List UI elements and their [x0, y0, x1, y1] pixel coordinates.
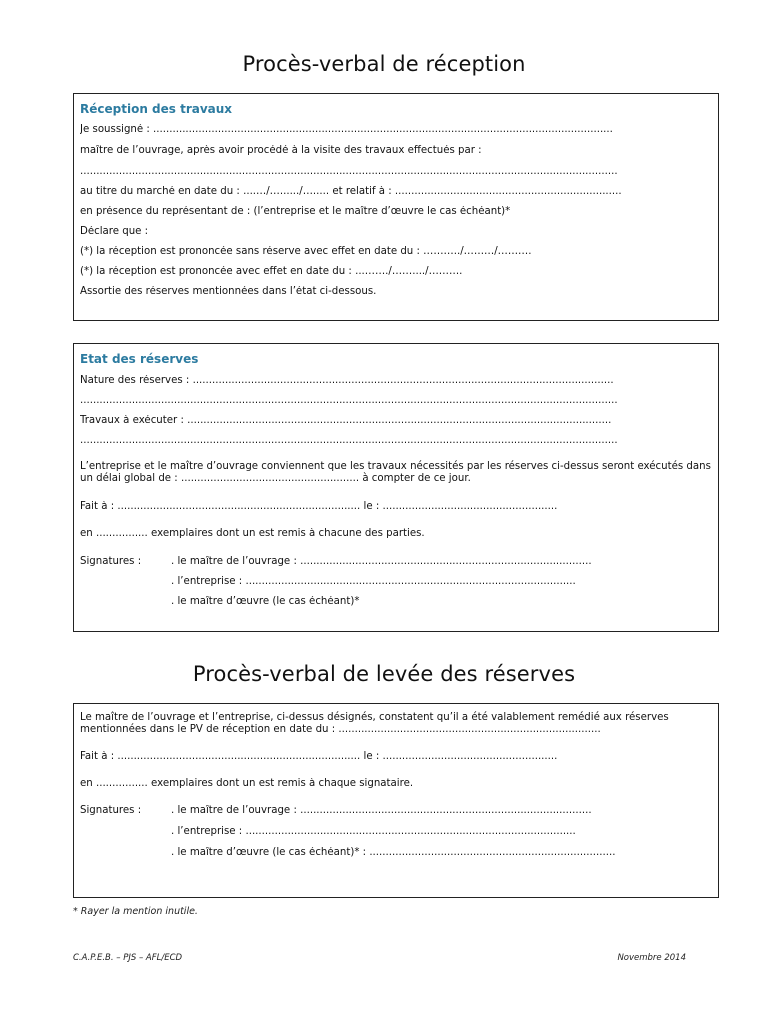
dotted-line: ...................................................................................................................................................................... — [80, 395, 618, 406]
travaux-line: Travaux à exécuter : ................................................................................................................................... — [80, 415, 612, 426]
exemplaires-line: en ................ exemplaires dont un est remis à chacune des parties. — [80, 528, 425, 539]
page-title-reception: Procès-verbal de réception — [242, 52, 526, 76]
fait-a-line: Fait à : ........................................................................... le : ...................................................... — [80, 751, 558, 762]
presence-line: en présence du représentant de : (l’entreprise et le maître d’œuvre le cas échéant)* — [80, 206, 511, 217]
titre-marche-line: au titre du marché en date du : ....…/…....../…..... et relatif à : ...................................................................... — [80, 186, 622, 197]
footer-right: Novembre 2014 — [617, 953, 686, 963]
nature-line: Nature des réserves : .................................................................................................................................. — [80, 375, 614, 386]
maitre-visite-line: maître de l’ouvrage, après avoir procédé à la visite des travaux effectués par : — [80, 145, 482, 156]
reserves-box — [73, 343, 719, 632]
reception-heading: Réception des travaux — [80, 102, 233, 116]
sig-maitre-ouvrage: . le maître de l’ouvrage : .......................................................................................... — [171, 556, 592, 567]
sig-entreprise: . l’entreprise : ...................................................................................................... — [171, 576, 576, 587]
levee-box — [73, 703, 719, 898]
convention-paragraph: L’entreprise et le maître d’ouvrage conviennent que les travaux nécessités par les réserves ci-dessus seront exécutés dans un délai global de : ....................................................... à compter de ce jour. — [80, 461, 711, 484]
sig-entreprise: . l’entreprise : ...................................................................................................... — [171, 826, 576, 837]
sans-reserve-line: (*) la réception est prononcée sans réserve avec effet en date du : ………../………/………. — [80, 246, 532, 257]
dotted-line: ...................................................................................................................................................................... — [80, 435, 618, 446]
dotted-line: ...................................................................................................................................................................... — [80, 166, 618, 177]
reserves-heading: Etat des réserves — [80, 352, 199, 366]
signatures-label: Signatures : — [80, 556, 142, 567]
sig-maitre-ouvrage: . le maître de l’ouvrage : .......................................................................................... — [171, 805, 592, 816]
signatures-label: Signatures : — [80, 805, 142, 816]
page-title-levee: Procès-verbal de levée des réserves — [192, 662, 576, 686]
declare-line: Déclare que : — [80, 226, 149, 237]
reception-box — [73, 93, 719, 321]
footer-left: C.A.P.E.B. – PJS – AFL/ECD — [73, 953, 183, 963]
avec-effet-line: (*) la réception est prononcée avec effet en date du : ...……./……..../………. — [80, 266, 463, 277]
fait-a-line: Fait à : ........................................................................... le : ...................................................... — [80, 501, 558, 512]
soussigne-line: Je soussigné : .............................................................................................................................................. — [80, 124, 613, 135]
footnote: * Rayer la mention inutile. — [73, 906, 198, 917]
assortie-line: Assortie des réserves mentionnées dans l’état ci-dessous. — [80, 286, 377, 297]
sig-maitre-oeuvre: . le maître d’œuvre (le cas échéant)* : ............................................................................ — [171, 847, 616, 858]
exemplaires-line: en ................ exemplaires dont un est remis à chaque signataire. — [80, 778, 414, 789]
sig-maitre-oeuvre: . le maître d’œuvre (le cas échéant)* — [171, 596, 360, 607]
levee-intro-paragraph: Le maître de l’ouvrage et l’entreprise, ci-dessus désignés, constatent qu’il a été valablement remédié aux réserves mentionnées dans le PV de réception en date du : ................................................................................. — [80, 712, 669, 735]
